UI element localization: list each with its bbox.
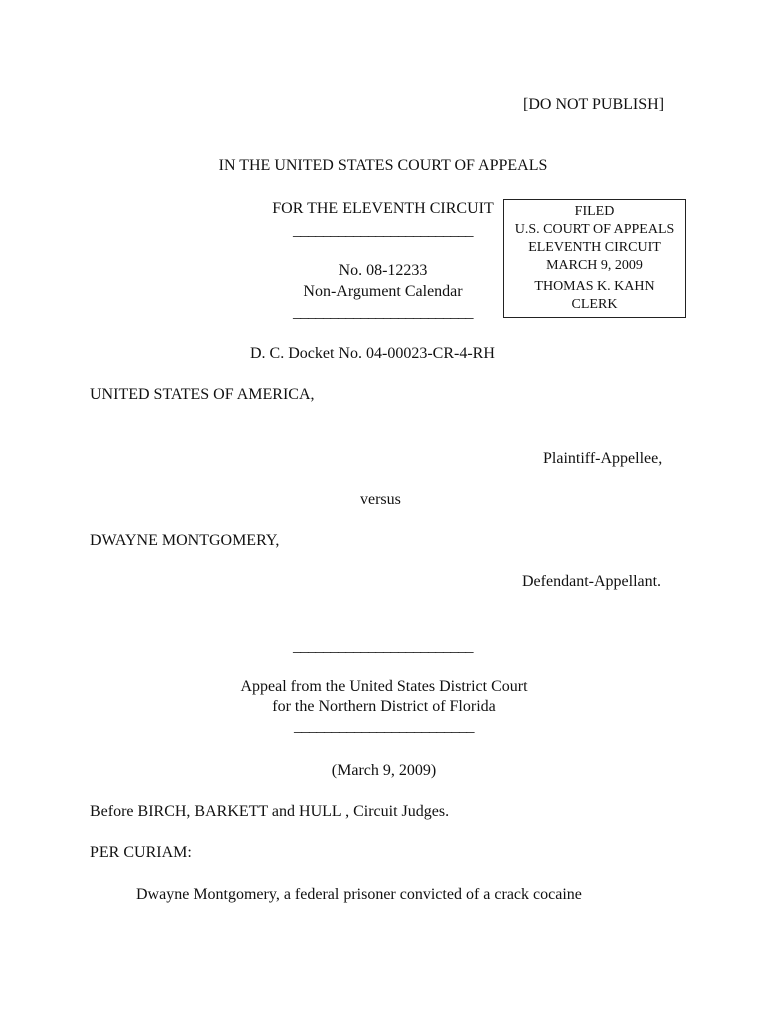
appeal-rule-bottom: ________________________	[294, 718, 474, 735]
header-rule-1: ________________________	[293, 222, 473, 239]
publication-note: [DO NOT PUBLISH]	[523, 96, 665, 113]
versus: versus	[360, 491, 401, 508]
appeal-line-1: Appeal from the United States District Court	[240, 678, 528, 695]
filed-stamp-circuit: ELEVENTH CIRCUIT	[528, 240, 661, 255]
opinion-first-line: Dwayne Montgomery, a federal prisoner convicted of a crack cocaine	[136, 886, 582, 903]
filed-stamp-clerk-name: THOMAS K. KAHN	[534, 279, 655, 294]
appeal-line-2: for the Northern District of Florida	[272, 698, 496, 715]
case-number: No. 08-12233	[338, 262, 428, 279]
plaintiff-name: UNITED STATES OF AMERICA,	[90, 386, 315, 403]
defendant-name: DWAYNE MONTGOMERY,	[90, 532, 280, 549]
plaintiff-role: Plaintiff-Appellee,	[543, 450, 663, 467]
docket-number: D. C. Docket No. 04-00023-CR-4-RH	[250, 345, 495, 362]
filed-stamp-clerk-title: CLERK	[571, 297, 618, 312]
per-curiam-heading: PER CURIAM:	[90, 844, 192, 861]
case-calendar: Non-Argument Calendar	[303, 283, 463, 300]
decision-date: (March 9, 2009)	[331, 762, 437, 779]
panel-judges: Before BIRCH, BARKETT and HULL , Circuit Judges.	[90, 803, 450, 820]
filed-stamp-date: MARCH 9, 2009	[546, 258, 643, 273]
defendant-role: Defendant-Appellant.	[522, 573, 662, 590]
court-title: IN THE UNITED STATES COURT OF APPEALS	[218, 157, 548, 174]
filed-stamp-court: U.S. COURT OF APPEALS	[514, 222, 675, 237]
filed-stamp	[503, 199, 686, 318]
filed-stamp-label: FILED	[574, 204, 615, 219]
circuit-title: FOR THE ELEVENTH CIRCUIT	[272, 200, 494, 217]
header-rule-2: ________________________	[293, 304, 473, 321]
appeal-rule-top: ________________________	[293, 638, 473, 655]
